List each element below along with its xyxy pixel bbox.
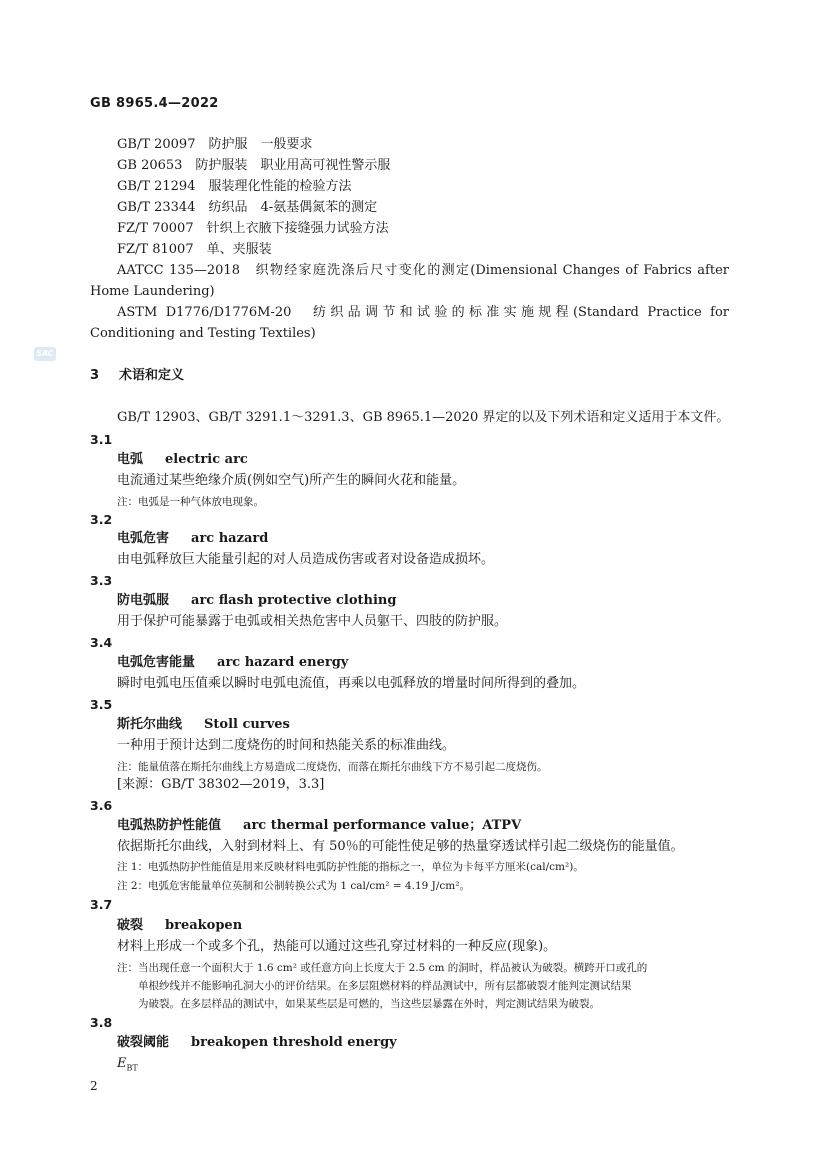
term-zh: 电弧: [117, 452, 144, 467]
reference-item: GB/T 20097 防护服 一般要求: [117, 137, 313, 152]
term-title: [117, 531, 268, 547]
term-title: [117, 452, 248, 468]
term-number: 3.8: [90, 1015, 113, 1030]
reference-item-continuation: Conditioning and Testing Textiles): [90, 326, 316, 341]
term-note-continuation: 单根纱线并不能影响孔洞大小的评价结果。在多层阻燃材料的样品测试中，所有层都破裂才能判定测试结果: [138, 980, 632, 992]
term-note: 注：当出现任意一个面积大于 1.6 cm² 或任意方向上长度大于 2.5 cm 的洞时，样品被认为破裂。横跨开口或孔的: [117, 962, 648, 974]
term-zh: 斯托尔曲线: [117, 717, 183, 732]
term-number: 3.5: [90, 697, 113, 712]
term-definition: 依据斯托尔曲线，入射到材料上、有 50％的可能性使足够的热量穿透试样引起二级烧伤的能量值。: [117, 839, 684, 854]
term-title: [117, 593, 396, 609]
section-intro: GB/T 12903、GB/T 3291.1～3291.3、GB 8965.1—2020 界定的以及下列术语和定义适用于本文件。: [117, 410, 730, 425]
term-zh: 电弧危害: [117, 531, 170, 546]
reference-item-continuation: Home Laundering): [90, 284, 215, 299]
reference-item: GB/T 21294 服装理化性能的检验方法: [117, 179, 352, 194]
sac-watermark-logo: SAC: [34, 347, 56, 361]
term-en: electric arc: [165, 452, 248, 467]
term-symbol: [117, 1056, 138, 1077]
term-number: 3.7: [90, 897, 113, 912]
term-note: 注 1：电弧热防护性能值是用来反映材料电弧防护性能的指标之一，单位为卡每平方厘米(cal/cm²)。: [117, 861, 584, 873]
term-en: breakopen: [165, 918, 243, 933]
term-zh: 电弧危害能量: [117, 655, 196, 670]
reference-item: FZ/T 81007 单、夹服装: [117, 242, 272, 257]
term-en: breakopen threshold energy: [191, 1035, 397, 1050]
term-note: 注 2：电弧危害能量单位英制和公制转换公式为 1 cal/cm² = 4.19 J/cm²。: [117, 880, 470, 892]
symbol-letter: E: [117, 1056, 127, 1071]
term-number: 3.1: [90, 432, 113, 447]
term-en: arc hazard: [191, 531, 269, 546]
section-heading: [90, 368, 184, 384]
reference-item: FZ/T 70007 针织上衣腋下接缝强力试验方法: [117, 221, 389, 236]
term-title: [117, 818, 521, 834]
term-note: 注：电弧是一种气体放电现象。: [117, 496, 264, 508]
term-title: [117, 717, 290, 733]
reference-item-long: ASTM D1776/D1776M-20 纺织品调节和试验的标准实施规程(Standard Practice for: [117, 305, 729, 320]
term-number: 3.6: [90, 798, 113, 813]
reference-item: GB 20653 防护服装 职业用高可视性警示服: [117, 158, 391, 173]
term-title: [117, 918, 242, 934]
term-definition: 电流通过某些绝缘介质(例如空气)所产生的瞬间火花和能量。: [117, 473, 466, 488]
term-definition: 用于保护可能暴露于电弧或相关热危害中人员躯干、四肢的防护服。: [117, 614, 508, 629]
term-title: [117, 1035, 397, 1051]
standard-code: GB 8965.4—2022: [90, 96, 219, 111]
term-number: 3.4: [90, 635, 113, 650]
page-number: 2: [90, 1079, 98, 1093]
reference-item-long: AATCC 135—2018 织物经家庭洗涤后尺寸变化的测定(Dimensional Changes of Fabrics after: [117, 263, 729, 278]
term-note: 注：能量值落在斯托尔曲线上方易造成二度烧伤，而落在斯托尔曲线下方不易引起二度烧伤。: [117, 761, 548, 773]
section-title: 术语和定义: [119, 368, 185, 383]
term-zh: 防电弧服: [117, 593, 170, 608]
symbol-subscript: BT: [126, 1063, 138, 1073]
term-source: [来源：GB/T 38302—2019，3.3]: [117, 777, 325, 792]
term-definition: 瞬时电弧电压值乘以瞬时电弧电流值，再乘以电弧释放的增量时间所得到的叠加。: [117, 676, 586, 691]
term-definition: 材料上形成一个或多个孔，热能可以通过这些孔穿过材料的一种反应(现象)。: [117, 939, 557, 954]
term-note-continuation: 为破裂。在多层样品的测试中，如果某些层是可燃的，当这些层暴露在外时，判定测试结果为破裂。: [138, 998, 600, 1010]
term-en: arc thermal performance value；ATPV: [243, 818, 522, 833]
term-number: 3.2: [90, 512, 113, 527]
term-number: 3.3: [90, 573, 113, 588]
term-zh: 破裂: [117, 918, 144, 933]
term-definition: 一种用于预计达到二度烧伤的时间和热能关系的标准曲线。: [117, 738, 456, 753]
term-en: arc hazard energy: [217, 655, 349, 670]
term-definition: 由电弧释放巨大能量引起的对人员造成伤害或者对设备造成损坏。: [117, 552, 495, 567]
term-title: [117, 655, 348, 671]
term-en: Stoll curves: [204, 717, 290, 732]
term-zh: 电弧热防护性能值: [117, 818, 222, 833]
term-zh: 破裂阈能: [117, 1035, 170, 1050]
reference-item: GB/T 23344 纺织品 4-氨基偶氮苯的测定: [117, 200, 378, 215]
section-number: 3: [90, 368, 100, 383]
term-en: arc flash protective clothing: [191, 593, 397, 608]
